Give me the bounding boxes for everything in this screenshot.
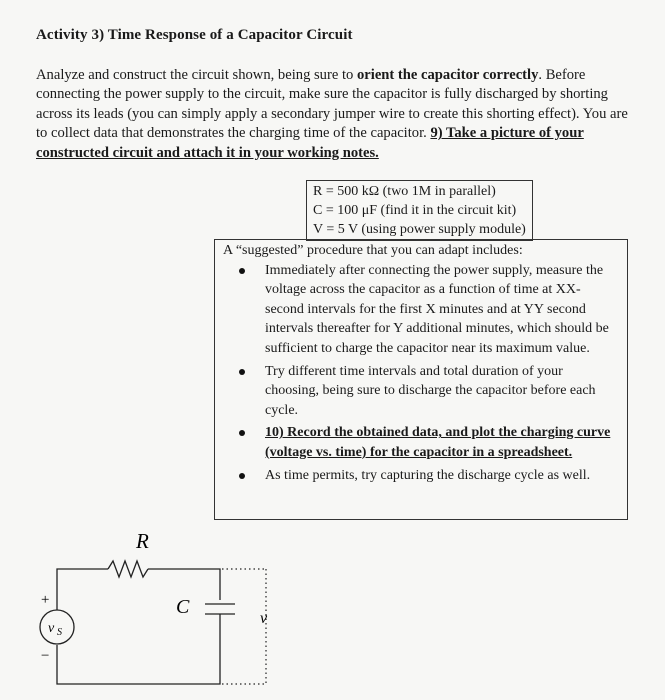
parameters-box [306, 180, 533, 241]
bullet-icon [239, 430, 245, 436]
bullet-icon [239, 369, 245, 375]
resistor-zigzag [108, 561, 148, 577]
rc-circuit-diagram [0, 520, 330, 700]
procedure-item: As time permits, try capturing the discharge cycle as well. [223, 466, 617, 486]
intro-text-1: Analyze and construct the circuit shown, being sure to [36, 67, 357, 83]
procedure-item: Immediately after connecting the power supply, measure the voltage across the capacitor as a function of time at XX-second intervals for the first X minutes and at YY second intervals thereafter for Y additional minutes, which should be sufficient to charge the capacitor near its maximum value. [223, 261, 617, 359]
procedure-heading: A “suggested” procedure that you can adapt includes: [223, 243, 523, 258]
plus-sign: + [40, 592, 51, 608]
procedure-list [223, 261, 617, 486]
capacitor-label: C [176, 596, 190, 618]
source-subscript: S [57, 627, 62, 638]
intro-bold-text: orient the capacitor correctly [356, 67, 539, 83]
intro-paragraph [36, 66, 628, 163]
procedure-item: Try different time intervals and total duration of your choosing, being sure to discharge the capacitor before each cycle. [223, 362, 617, 421]
minus-sign: − [40, 648, 51, 664]
bullet-icon [239, 473, 245, 479]
output-voltage-label: v [260, 610, 268, 627]
procedure-box [214, 239, 628, 520]
bullet-icon [239, 268, 245, 274]
activity-title: Activity 3) Time Response of a Capacitor Circuit [36, 27, 353, 43]
source-label: v [48, 621, 55, 636]
procedure-item: 10) Record the obtained data, and plot the charging curve (voltage vs. time) for the capacitor in a spreadsheet. [223, 423, 617, 462]
wire-bottom [57, 614, 220, 684]
resistor-label: R [136, 529, 149, 553]
wire-left-top [57, 569, 108, 610]
param-voltage: V = 5 V (using power supply module) [313, 222, 526, 237]
param-capacitor: C = 100 μF (find it in the circuit kit) [313, 203, 517, 218]
intro-text-2: . Before connecting the power supply to the circuit, make sure the capacitor is fully discharged by shorting across its leads (you can simply apply a secondary jumper wire to create this shorting effect). You are to collect data that demonstrates the charging time of the capacitor. [36, 67, 628, 142]
intro-underlined-task: 9) Take a picture of your constructed circuit and attach it in your working notes. [36, 125, 584, 161]
param-resistor: R = 500 kΩ (two 1M in parallel) [313, 184, 496, 199]
